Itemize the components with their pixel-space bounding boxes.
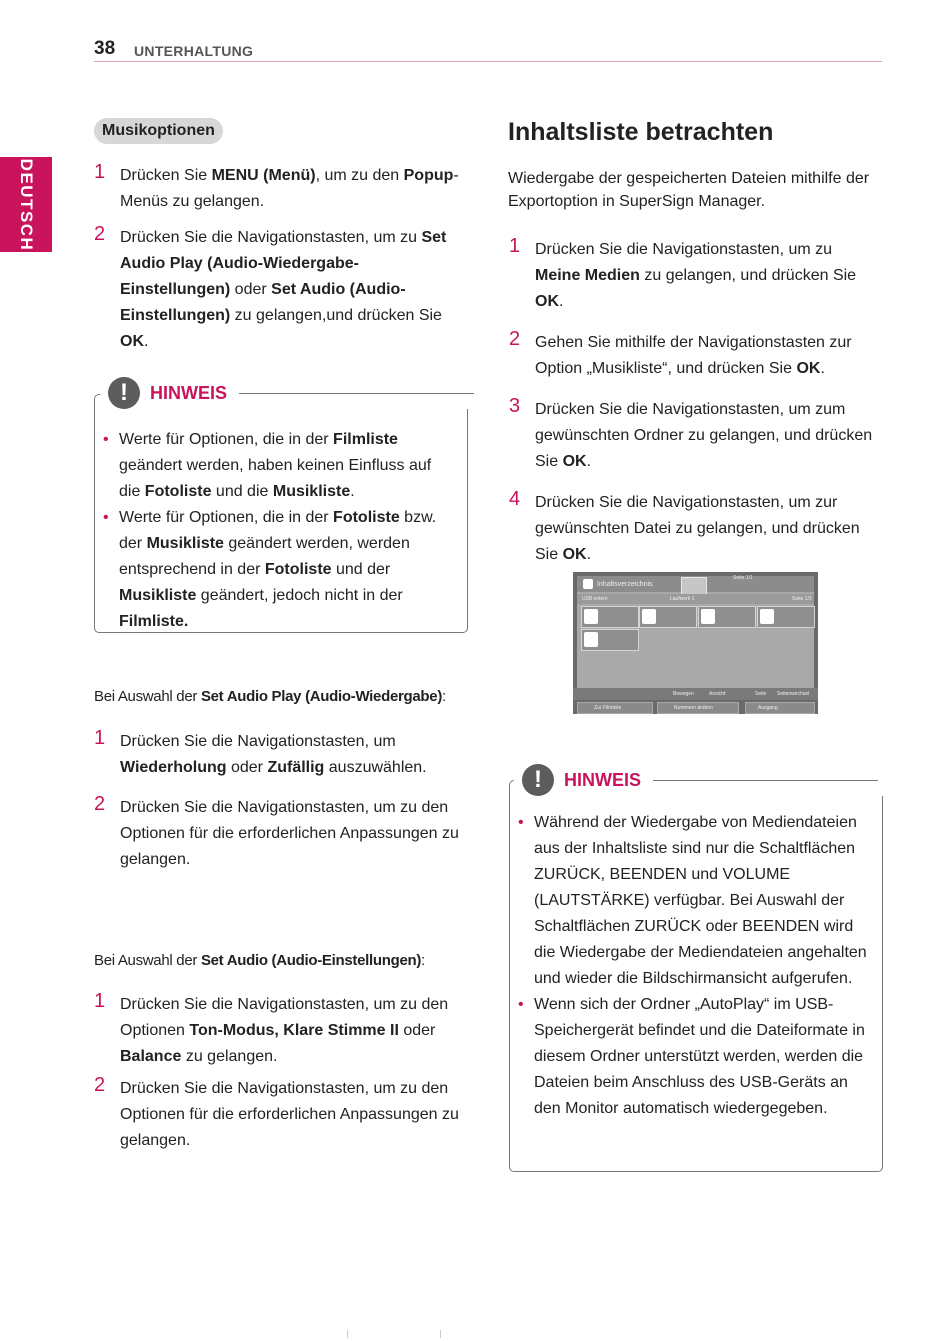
- subsection-pill: Musikoptionen: [94, 118, 223, 144]
- screen-titlebar: [577, 576, 814, 592]
- note-bullet: • Während der Wiedergabe von Mediendateien aus der Inhaltsliste sind nur die Schaltflächen ZURÜCK, BEENDEN und VOLUME (LAUTSTÄRKE) verfügbar. Bei Auswahl der Schaltflächen ZURÜCK oder BEENDEN wird die Wiedergabe der Mediendateien angehalten und wieder die Bildschirmansicht aufgerufen.: [518, 810, 868, 992]
- drive-label: Laufwerk 1: [670, 596, 695, 602]
- step-2: [509, 328, 880, 382]
- step-number: 2: [94, 1074, 106, 1096]
- step-3: [509, 395, 880, 475]
- music-file-icon: [760, 609, 774, 624]
- step-number: 4: [509, 488, 521, 510]
- screen-infobar: [577, 594, 814, 604]
- count-label: Seite 1/1: [792, 596, 812, 602]
- language-tab-label: DEUTSCH: [17, 158, 36, 251]
- note-title: HINWEIS: [150, 382, 228, 403]
- step-text: Drücken Sie die Navigationstasten, um zu Set Audio Play (Audio-Wiedergabe-Einstellungen) oder Set Audio (Audio-Einstellungen) zu gelangen,und drücken Sie OK.: [120, 229, 447, 350]
- step-text: Drücken Sie MENU (Menü), um zu den Popup-Menüs zu gelangen.: [120, 167, 459, 210]
- file-thumbnail[interactable]: [639, 606, 697, 628]
- step-1: [509, 235, 880, 315]
- screen-title: Inhaltsverzeichnis: [597, 581, 653, 588]
- step-text: Drücken Sie die Navigationstasten, um zu Meine Medien zu gelangen, und drücken Sie OK.: [535, 241, 857, 310]
- screen-page: Seite 1/1: [733, 575, 753, 581]
- audio-settings-steps: [94, 990, 465, 1154]
- step-2: [94, 223, 465, 355]
- subheading-audio-settings: Bei Auswahl der Set Audio (Audio-Einstellungen):: [94, 952, 425, 969]
- exclamation-icon: !: [108, 377, 140, 409]
- step-number: 1: [94, 990, 106, 1012]
- step-text: Drücken Sie die Navigationstasten, um zum gewünschten Ordner zu gelangen, und drücken Sie OK.: [535, 401, 873, 470]
- note-bullets: [103, 427, 453, 635]
- nav-page: Seite: [755, 691, 767, 697]
- note-title: HINWEIS: [564, 769, 642, 790]
- step-text: Drücken Sie die Navigationstasten, um Wiederholung oder Zufällig auszuwählen.: [120, 733, 427, 776]
- usb-label: USB extern: [582, 596, 608, 602]
- file-thumbnail[interactable]: [581, 629, 639, 651]
- note-bullet: • Wenn sich der Ordner „AutoPlay“ im USB-Speichergerät befindet und die Dateiformate in diesem Ordner unterstützt werden, werden die Dateien beim Anschluss des USB-Geräts an den Monitor automatisch wiedergegeben.: [518, 992, 868, 1122]
- step-number: 1: [509, 235, 521, 257]
- change-numbers-button[interactable]: Nummern ändern: [657, 702, 739, 714]
- step-text: Drücken Sie die Navigationstasten, um zu den Optionen für die erforderlichen Anpassungen zu gelangen.: [120, 1080, 459, 1149]
- step-text: Drücken Sie die Navigationstasten, um zu den Optionen für die erforderlichen Anpassungen zu gelangen.: [120, 799, 459, 868]
- page-number: 38: [94, 38, 116, 59]
- subheading-audio-play: Bei Auswahl der Set Audio Play (Audio-Wiedergabe):: [94, 688, 446, 705]
- nav-pagechange: Seitenwechsel: [777, 691, 810, 697]
- note-bullet: • Werte für Optionen, die in der Fotoliste bzw. der Musikliste geändert werden, werden entsprechend in der Fotoliste und der Musikliste geändert, jedoch nicht in der Filmliste.: [103, 505, 453, 635]
- note-bullet: • Werte für Optionen, die in der Filmliste geändert werden, haben keinen Einfluss auf die Fotoliste und die Musikliste.: [103, 427, 453, 505]
- content-list-screenshot: [573, 572, 818, 714]
- nav-view: Ansicht: [709, 691, 726, 697]
- step-text: Gehen Sie mithilfe der Navigationstasten zur Option „Musikliste“, und drücken Sie OK.: [535, 334, 852, 377]
- folder-icon: [681, 577, 707, 595]
- step-1: [94, 727, 465, 781]
- screen-main: [577, 576, 814, 688]
- step-number: 1: [94, 161, 106, 183]
- music-file-icon: [642, 609, 656, 624]
- file-thumbnail[interactable]: [698, 606, 756, 628]
- note-header: [514, 764, 886, 796]
- step-text: Drücken Sie die Navigationstasten, um zur gewünschten Datei zu gelangen, und drücken Sie OK.: [535, 494, 860, 563]
- page-mark: [347, 1330, 348, 1338]
- music-file-icon: [584, 632, 598, 647]
- content-list-steps: [509, 235, 880, 568]
- screen-navbar: [573, 688, 818, 700]
- step-2: [94, 1074, 465, 1154]
- step-number: 2: [94, 793, 106, 815]
- step-number: 3: [509, 395, 521, 417]
- header-rule: [94, 61, 882, 62]
- step-2: [94, 793, 465, 873]
- step-text: Drücken Sie die Navigationstasten, um zu den Optionen Ton-Modus, Klare Stimme II oder Balance zu gelangen.: [120, 996, 449, 1065]
- step-number: 2: [509, 328, 521, 350]
- exit-button[interactable]: Ausgang: [745, 702, 815, 714]
- step-1: [94, 990, 465, 1070]
- music-options-steps: [94, 161, 465, 355]
- file-thumbnail[interactable]: [581, 606, 639, 628]
- screen-buttonbar: [573, 700, 818, 714]
- music-file-icon: [701, 609, 715, 624]
- note-header: [100, 377, 482, 409]
- music-file-icon: [584, 609, 598, 624]
- page-heading: Inhaltsliste betrachten: [508, 118, 774, 146]
- language-tab: [0, 157, 52, 252]
- step-4: [509, 488, 880, 568]
- section-title: UNTERHALTUNG: [134, 43, 254, 59]
- intro-paragraph: Wiedergabe der gespeicherten Dateien mithilfe der Exportoption in SuperSign Manager.: [508, 170, 870, 210]
- nav-move: Bewegen: [673, 691, 694, 697]
- step-1: [94, 161, 465, 215]
- media-icon: [583, 579, 593, 589]
- audio-play-steps: [94, 727, 465, 873]
- note-bullets: [518, 810, 868, 1122]
- step-number: 1: [94, 727, 106, 749]
- file-thumbnail[interactable]: [757, 606, 815, 628]
- page-mark: [440, 1330, 441, 1338]
- movie-list-button[interactable]: Zur Filmliste: [577, 702, 653, 714]
- exclamation-icon: !: [522, 764, 554, 796]
- step-number: 2: [94, 223, 106, 245]
